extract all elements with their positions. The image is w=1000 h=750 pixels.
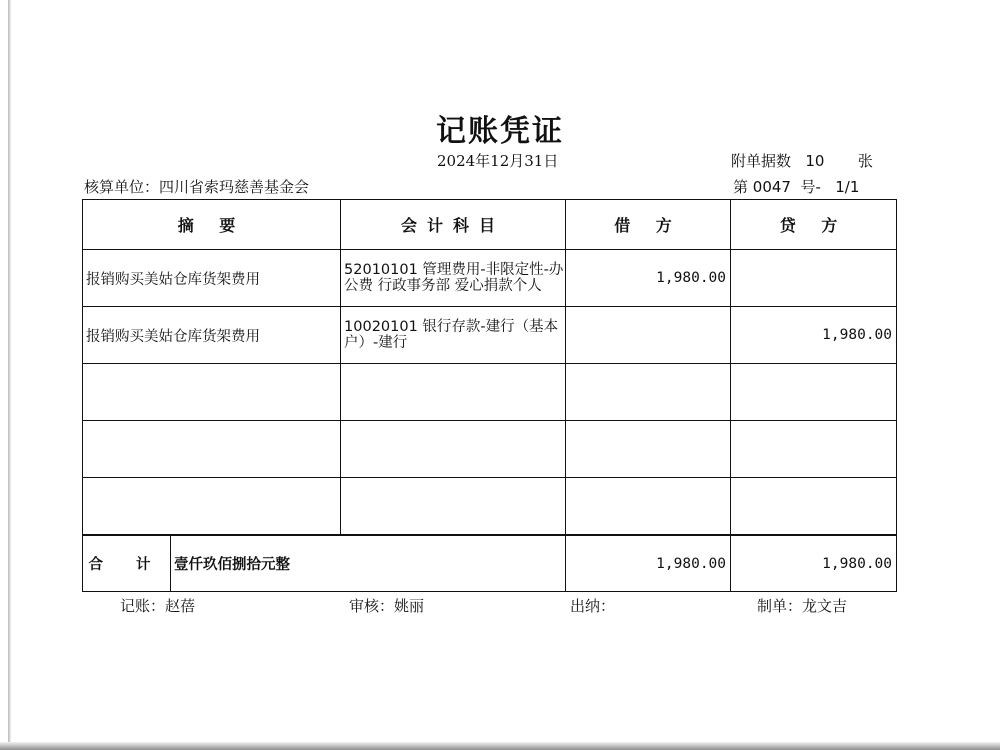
total-debit: 1,980.00	[566, 535, 731, 592]
unit-label: 核算单位：	[84, 178, 160, 196]
row-account	[341, 364, 566, 421]
total-credit: 1,980.00	[731, 535, 897, 592]
row-debit	[566, 421, 731, 478]
row-debit	[566, 478, 731, 536]
header-summary: 摘 要	[83, 200, 341, 250]
voucher-number	[733, 176, 859, 197]
total-row	[83, 535, 897, 592]
row-credit	[731, 478, 897, 536]
row-account	[341, 478, 566, 536]
row-debit: 1,980.00	[566, 250, 731, 307]
number-prefix: 第	[733, 178, 749, 196]
row-account: 10020101 银行存款-建行（基本户）-建行	[341, 307, 566, 364]
voucher-date: 2024年12月31日	[437, 152, 559, 170]
table-row	[83, 364, 897, 421]
table-row	[83, 421, 897, 478]
unit-name: 四川省索玛慈善基金会	[159, 178, 310, 196]
row-summary: 报销购买美姑仓库货架费用	[83, 250, 341, 307]
number-suffix: 号-	[800, 178, 821, 196]
table-row	[83, 307, 897, 364]
attachments-unit: 张	[857, 152, 873, 170]
row-summary: 报销购买美姑仓库货架费用	[83, 307, 341, 364]
row-credit	[731, 421, 897, 478]
row-summary	[83, 421, 341, 478]
number-value: 0047	[752, 178, 791, 196]
page-indicator: 1/1	[835, 178, 860, 196]
footer-cashier: 出纳：	[570, 597, 616, 615]
header-account: 会计科目	[341, 200, 566, 250]
header-debit: 借 方	[566, 200, 731, 250]
footer-preparer: 制单：龙文吉	[757, 597, 848, 615]
total-amount-in-words: 壹仟玖佰捌拾元整	[171, 535, 566, 592]
footer-reviewer: 审核：姚丽	[349, 597, 425, 615]
attachments-info	[731, 150, 873, 171]
table-header-row	[83, 200, 897, 250]
row-summary	[83, 478, 341, 536]
row-credit	[731, 364, 897, 421]
attachments-count: 10	[805, 152, 825, 170]
row-debit	[566, 307, 731, 364]
voucher-table	[82, 199, 897, 592]
total-label: 合 计	[83, 535, 171, 592]
attachments-label: 附单据数	[731, 152, 792, 170]
row-debit	[566, 364, 731, 421]
row-account	[341, 421, 566, 478]
footer-bookkeeper: 记账：赵蓓	[120, 597, 196, 615]
accounting-unit	[84, 176, 309, 197]
table-row	[83, 250, 897, 307]
row-account: 52010101 管理费用-非限定性-办公费 行政事务部 爱心捐款个人	[341, 250, 566, 307]
row-credit: 1,980.00	[731, 307, 897, 364]
row-summary	[83, 364, 341, 421]
header-credit: 贷 方	[731, 200, 897, 250]
table-row	[83, 478, 897, 536]
row-credit	[731, 250, 897, 307]
scan-edge-bottom	[0, 742, 1000, 750]
voucher-title: 记账凭证	[436, 114, 564, 149]
